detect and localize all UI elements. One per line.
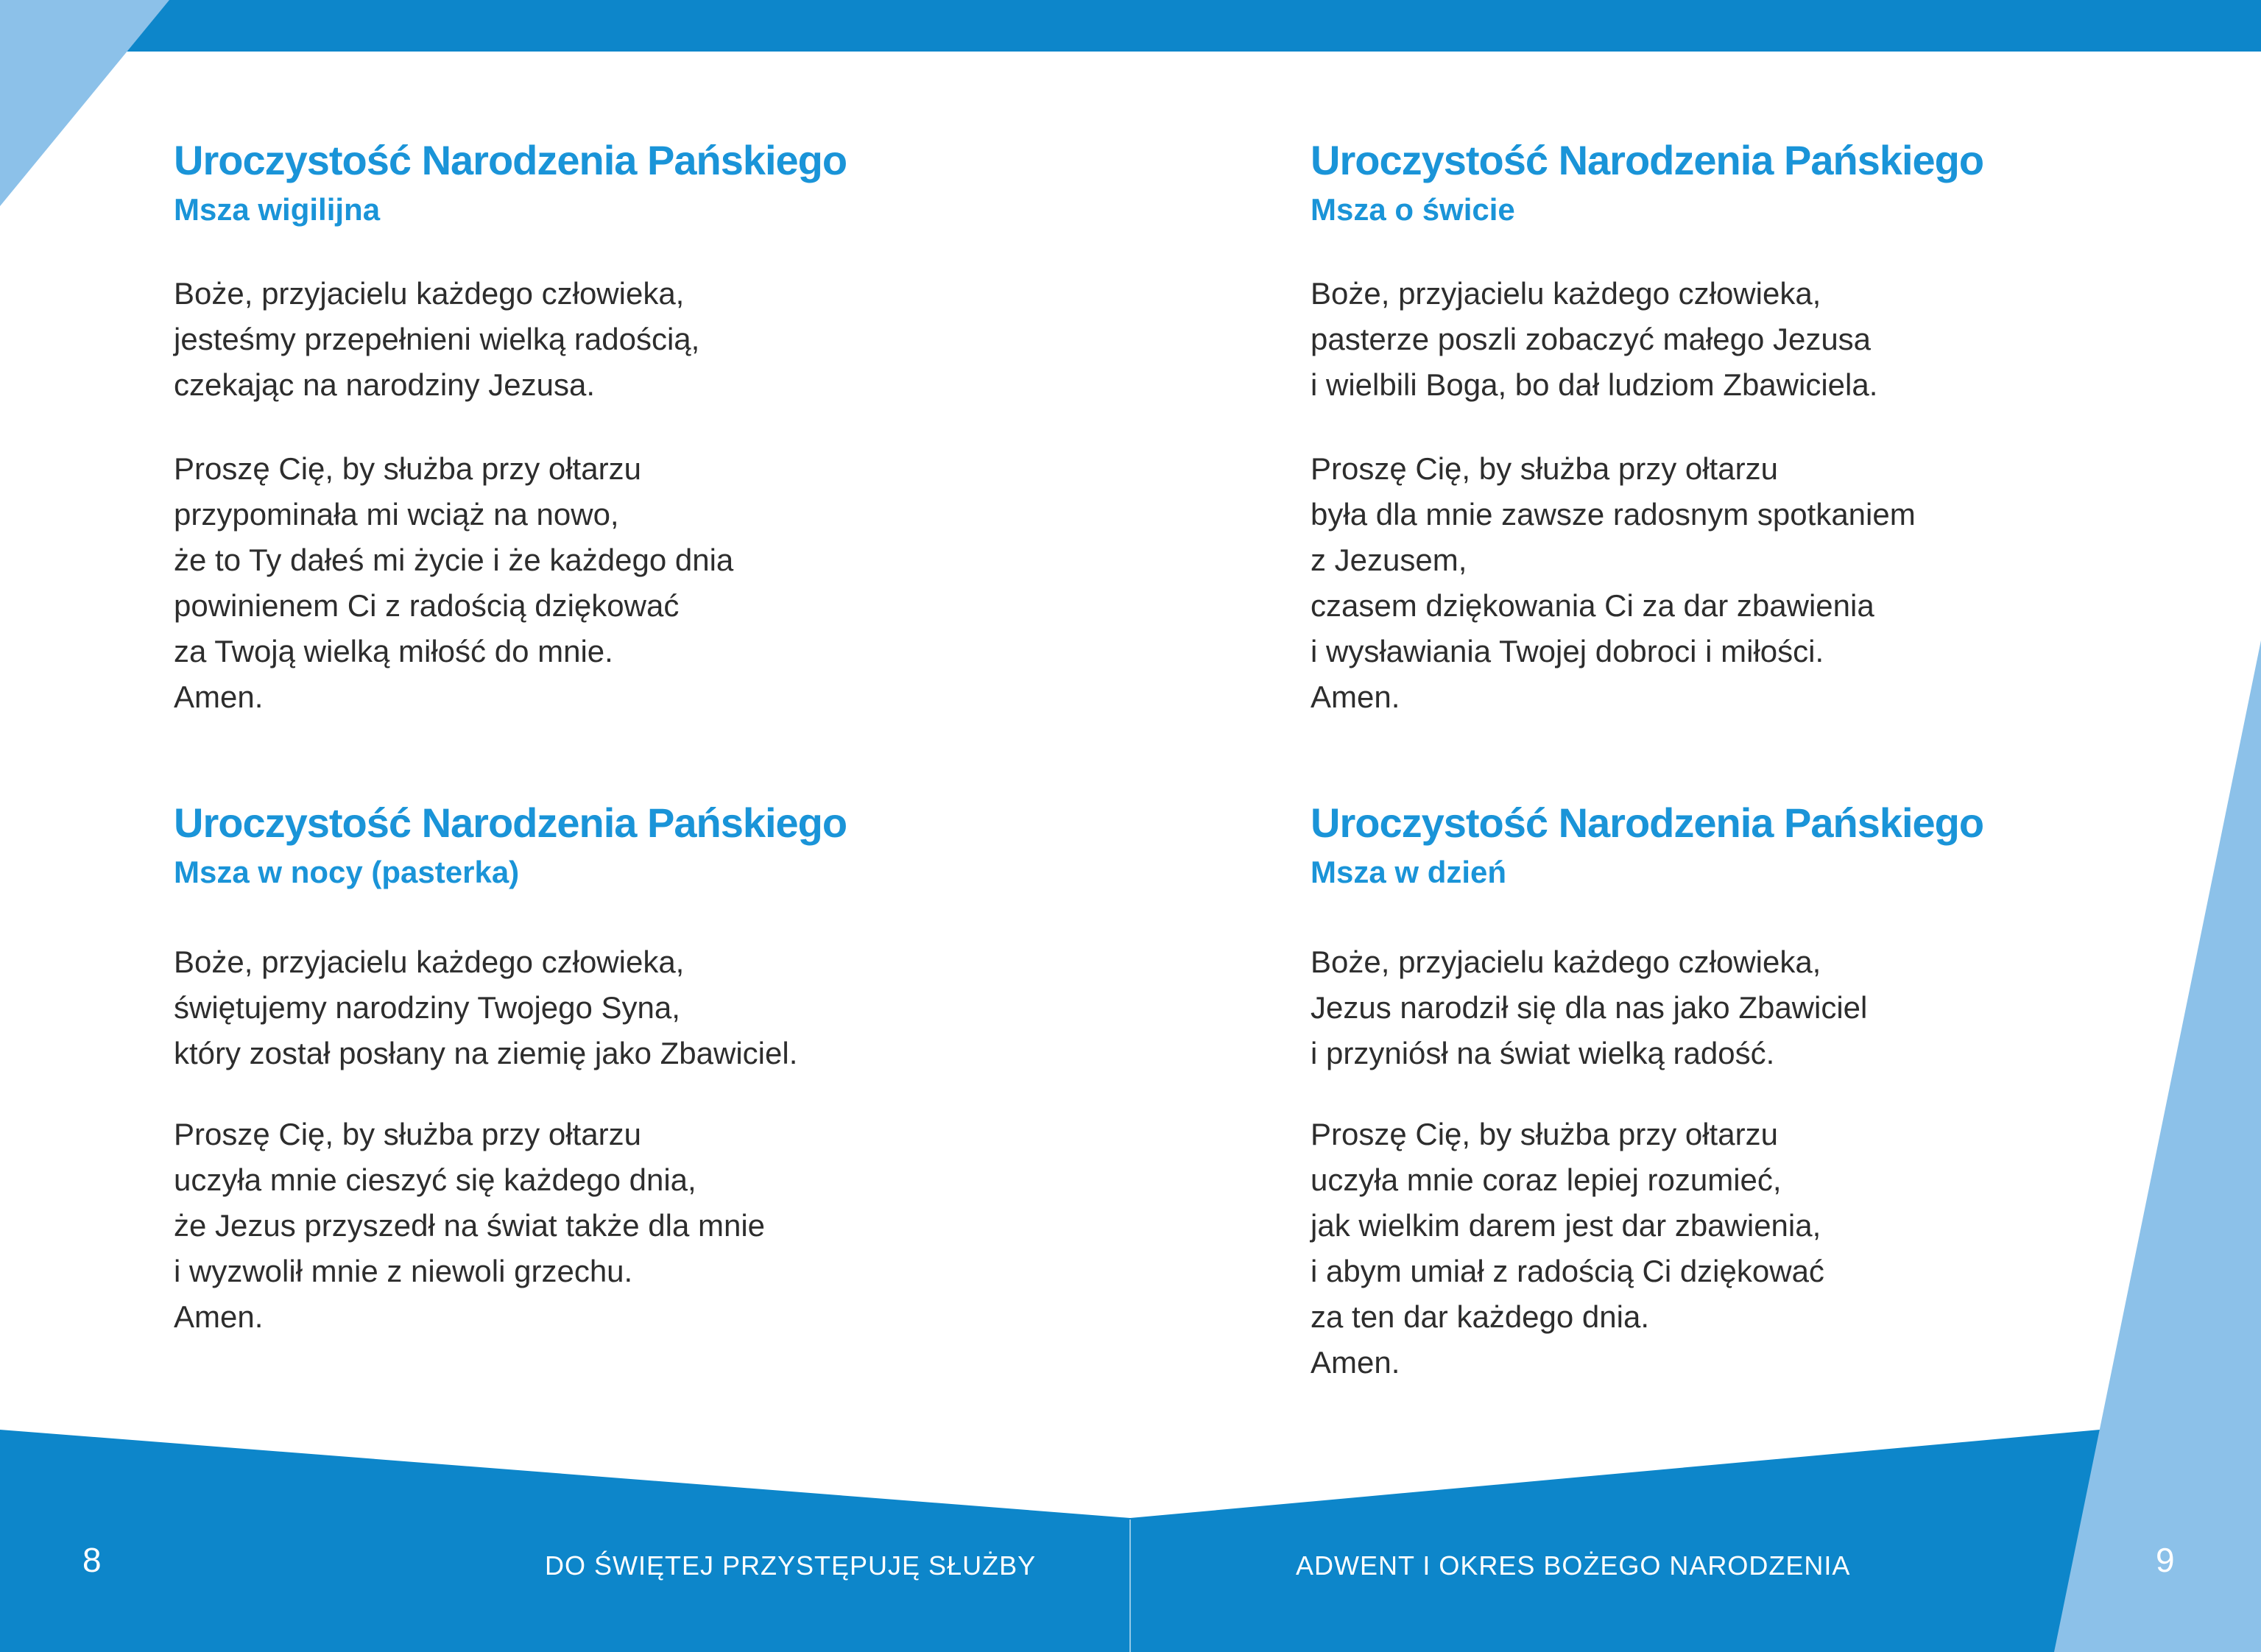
prayer-line: z Jezusem, <box>1311 543 1467 577</box>
mass-title-heading: Uroczystość Narodzenia Pańskiego <box>1311 137 1984 183</box>
mass-title-heading: Uroczystość Narodzenia Pańskiego <box>174 799 847 846</box>
prayer-line: była dla mnie zawsze radosnym spotkaniem <box>1311 497 1916 532</box>
top-band-decoration <box>0 0 2261 52</box>
prayer-line: Amen. <box>1311 679 1400 714</box>
prayer-line: za Twoją wielką miłość do mnie. <box>174 634 613 668</box>
mass-title-heading: Uroczystość Narodzenia Pańskiego <box>174 137 847 183</box>
page-number: 8 <box>82 1541 102 1579</box>
prayer-line: Proszę Cię, by służba przy ołtarzu <box>174 1117 641 1151</box>
prayer-line: że to Ty dałeś mi życie i że każdego dnia <box>174 543 734 577</box>
gutter-line <box>1129 1519 1131 1652</box>
prayer-line: i wysławiania Twojej dobroci i miłości. <box>1311 634 1824 668</box>
prayer-line: powinienem Ci z radością dziękować <box>174 588 680 623</box>
mass-subtitle: Msza wigilijna <box>174 192 381 227</box>
prayer-line: Boże, przyjacielu każdego człowieka, <box>1311 945 1821 979</box>
prayer-line: uczyła mnie cieszyć się każdego dnia, <box>174 1162 696 1197</box>
prayer-line: jak wielkim darem jest dar zbawienia, <box>1311 1208 1821 1243</box>
prayer-line: który został posłany na ziemię jako Zbawiciel. <box>174 1036 798 1070</box>
prayer-line: Jezus narodził się dla nas jako Zbawiciel <box>1311 990 1868 1025</box>
prayer-line: Proszę Cię, by służba przy ołtarzu <box>1311 1117 1778 1151</box>
prayer-line: przypominała mi wciąż na nowo, <box>174 497 619 532</box>
prayer-paragraph <box>1311 1112 1824 1386</box>
footer-section-title: DO ŚWIĘTEJ PRZYSTĘPUJĘ SŁUŻBY <box>545 1550 1037 1581</box>
prayer-line: Amen. <box>174 679 264 714</box>
mass-subtitle: Msza w dzień <box>1311 855 1507 889</box>
prayer-paragraph <box>1311 271 1877 408</box>
prayer-line: Boże, przyjacielu każdego człowieka, <box>1311 276 1821 311</box>
prayer-line: i wielbili Boga, bo dał ludziom Zbawiciela. <box>1311 367 1878 402</box>
prayer-line: i przyniósł na świat wielką radość. <box>1311 1036 1775 1070</box>
prayer-line: pasterze poszli zobaczyć małego Jezusa <box>1311 322 1872 356</box>
prayer-line: i wyzwolił mnie z niewoli grzechu. <box>174 1254 633 1288</box>
prayer-line: Proszę Cię, by służba przy ołtarzu <box>174 451 641 486</box>
prayer-line: i abym umiał z radością Ci dziękować <box>1311 1254 1824 1288</box>
prayer-line: Boże, przyjacielu każdego człowieka, <box>174 945 685 979</box>
mass-title-heading: Uroczystość Narodzenia Pańskiego <box>1311 799 1984 846</box>
prayer-paragraph <box>1311 446 1916 720</box>
prayer-line: Proszę Cię, by służba przy ołtarzu <box>1311 451 1778 486</box>
mass-subtitle: Msza o świcie <box>1311 192 1515 227</box>
mass-subtitle: Msza w nocy (pasterka) <box>174 855 520 889</box>
prayer-line: czekając na narodziny Jezusa. <box>174 367 595 402</box>
prayer-paragraph <box>174 271 699 408</box>
prayer-paragraph <box>174 1112 765 1340</box>
prayer-line: Boże, przyjacielu każdego człowieka, <box>174 276 685 311</box>
page-number: 9 <box>2156 1541 2175 1579</box>
prayer-paragraph <box>174 446 733 720</box>
prayer-line: jesteśmy przepełnieni wielką radością, <box>174 322 700 356</box>
prayer-paragraph <box>174 939 797 1076</box>
prayer-line: za ten dar każdego dnia. <box>1311 1299 1649 1334</box>
footer-section-title: ADWENT I OKRES BOŻEGO NARODZENIA <box>1296 1550 1851 1581</box>
prayer-line: Amen. <box>174 1299 264 1334</box>
prayer-line: Amen. <box>1311 1345 1400 1380</box>
prayer-line: że Jezus przyszedł na świat także dla mnie <box>174 1208 766 1243</box>
prayer-paragraph <box>1311 939 1867 1076</box>
prayer-line: uczyła mnie coraz lepiej rozumieć, <box>1311 1162 1782 1197</box>
prayer-line: czasem dziękowania Ci za dar zbawienia <box>1311 588 1874 623</box>
prayer-line: świętujemy narodziny Twojego Syna, <box>174 990 680 1025</box>
